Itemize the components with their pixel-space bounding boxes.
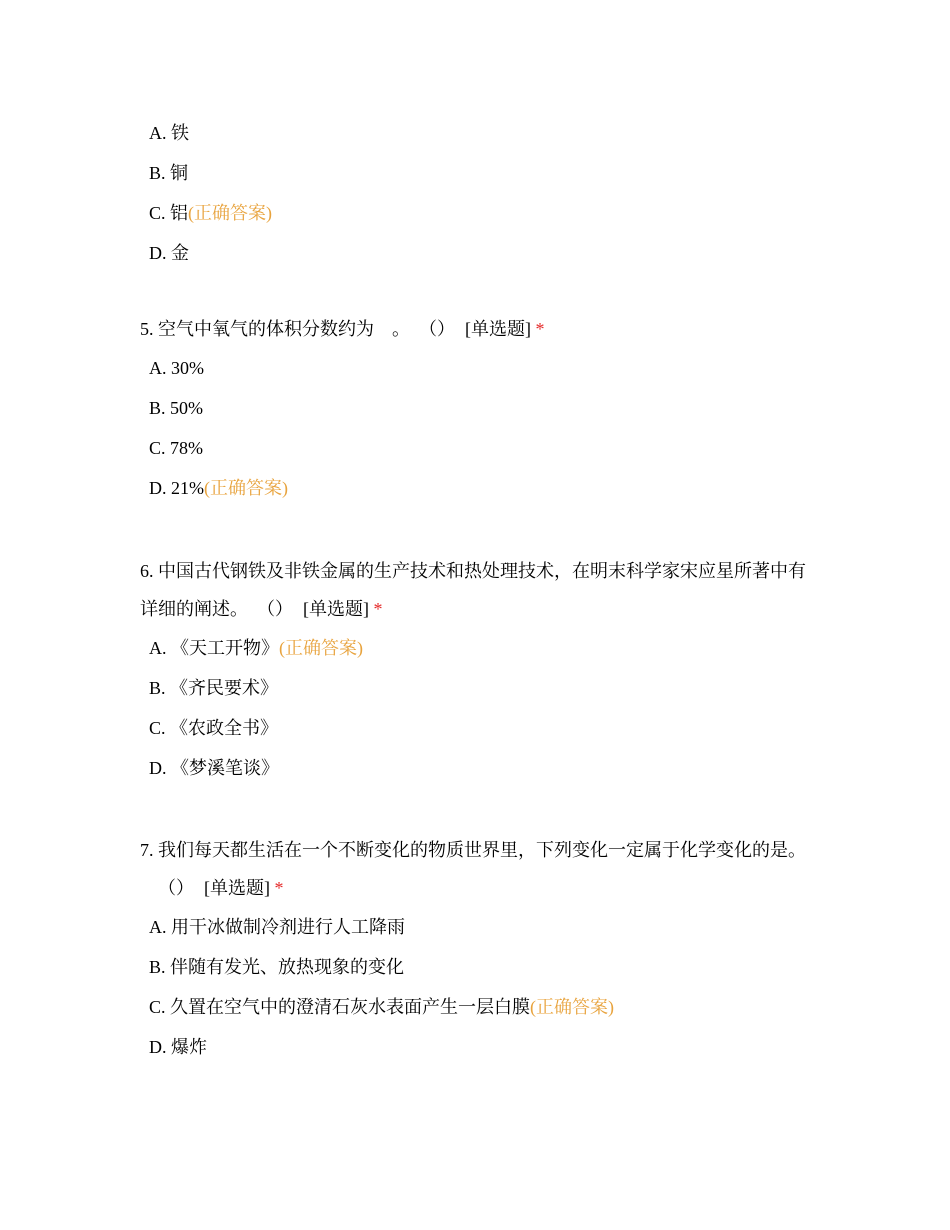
question-7-title bbox=[140, 831, 820, 907]
option-6c[interactable] bbox=[149, 715, 820, 755]
answer-paren: （） bbox=[158, 878, 194, 898]
question-stem: 5. 空气中氧气的体积分数约为 。 bbox=[140, 319, 410, 339]
option-label: C. 78% bbox=[149, 438, 203, 458]
option-label: C. 久置在空气中的澄清石灰水表面产生一层白膜 bbox=[149, 997, 531, 1017]
option-label: B. 铜 bbox=[149, 163, 189, 183]
option-7b[interactable] bbox=[149, 954, 820, 994]
option-6b[interactable] bbox=[149, 675, 820, 715]
required-asterisk: * bbox=[274, 878, 284, 898]
correct-answer-mark: (正确答案) bbox=[530, 997, 615, 1017]
option-label: B. 《齐民要术》 bbox=[149, 678, 279, 698]
required-asterisk: * bbox=[535, 319, 545, 339]
option-5a[interactable] bbox=[149, 355, 820, 395]
question-6-title bbox=[140, 552, 820, 628]
option-label: A. 铁 bbox=[149, 123, 189, 143]
correct-answer-mark: (正确答案) bbox=[188, 203, 273, 223]
option-6d[interactable] bbox=[149, 755, 820, 795]
option-6a[interactable] bbox=[149, 635, 820, 675]
option-label: B. 伴随有发光、放热现象的变化 bbox=[149, 957, 405, 977]
option-4c[interactable] bbox=[149, 200, 272, 240]
question-stem: 6. 中国古代钢铁及非铁金属的生产技术和热处理技术，在明末科学家宋应星所著中有详细的阐述。 bbox=[140, 561, 806, 619]
option-label: D. 金 bbox=[149, 243, 189, 263]
question-stem: 7. 我们每天都生活在一个不断变化的物质世界里，下列变化一定属于化学变化的是。 bbox=[140, 840, 806, 860]
question-5-title bbox=[140, 310, 820, 348]
question-7 bbox=[140, 831, 820, 1074]
option-label: D. 爆炸 bbox=[149, 1037, 207, 1057]
option-7d[interactable] bbox=[149, 1034, 820, 1074]
option-label: D. 《梦溪笔谈》 bbox=[149, 758, 279, 778]
option-5d[interactable] bbox=[149, 475, 820, 515]
option-4a[interactable] bbox=[149, 120, 272, 160]
option-7c[interactable] bbox=[149, 994, 820, 1034]
option-7a[interactable] bbox=[149, 914, 820, 954]
answer-paren: （） bbox=[266, 599, 293, 619]
answer-paren: （） bbox=[428, 319, 455, 339]
question-5-options bbox=[149, 355, 820, 515]
option-5b[interactable] bbox=[149, 395, 820, 435]
question-5 bbox=[140, 310, 820, 515]
option-label: C. 《农政全书》 bbox=[149, 718, 279, 738]
option-label: A. 用干冰做制冷剂进行人工降雨 bbox=[149, 917, 405, 937]
question-6 bbox=[140, 552, 820, 795]
required-asterisk: * bbox=[373, 599, 383, 619]
question-type-tag: [单选题] bbox=[204, 878, 270, 898]
question-type-tag: [单选题] bbox=[303, 599, 369, 619]
option-4b[interactable] bbox=[149, 160, 272, 200]
option-label: A. 30% bbox=[149, 358, 204, 378]
question-type-tag: [单选题] bbox=[465, 319, 531, 339]
option-label: D. 21% bbox=[149, 478, 204, 498]
option-label: A. 《天工开物》 bbox=[149, 638, 279, 658]
correct-answer-mark: (正确答案) bbox=[204, 478, 288, 498]
correct-answer-mark: (正确答案) bbox=[279, 638, 363, 658]
option-label: B. 50% bbox=[149, 398, 203, 418]
question-4-options bbox=[149, 120, 272, 280]
question-7-options bbox=[149, 914, 820, 1074]
option-4d[interactable] bbox=[149, 240, 272, 280]
question-6-options bbox=[149, 635, 820, 795]
option-label: C. 铝 bbox=[149, 203, 189, 223]
option-5c[interactable] bbox=[149, 435, 820, 475]
